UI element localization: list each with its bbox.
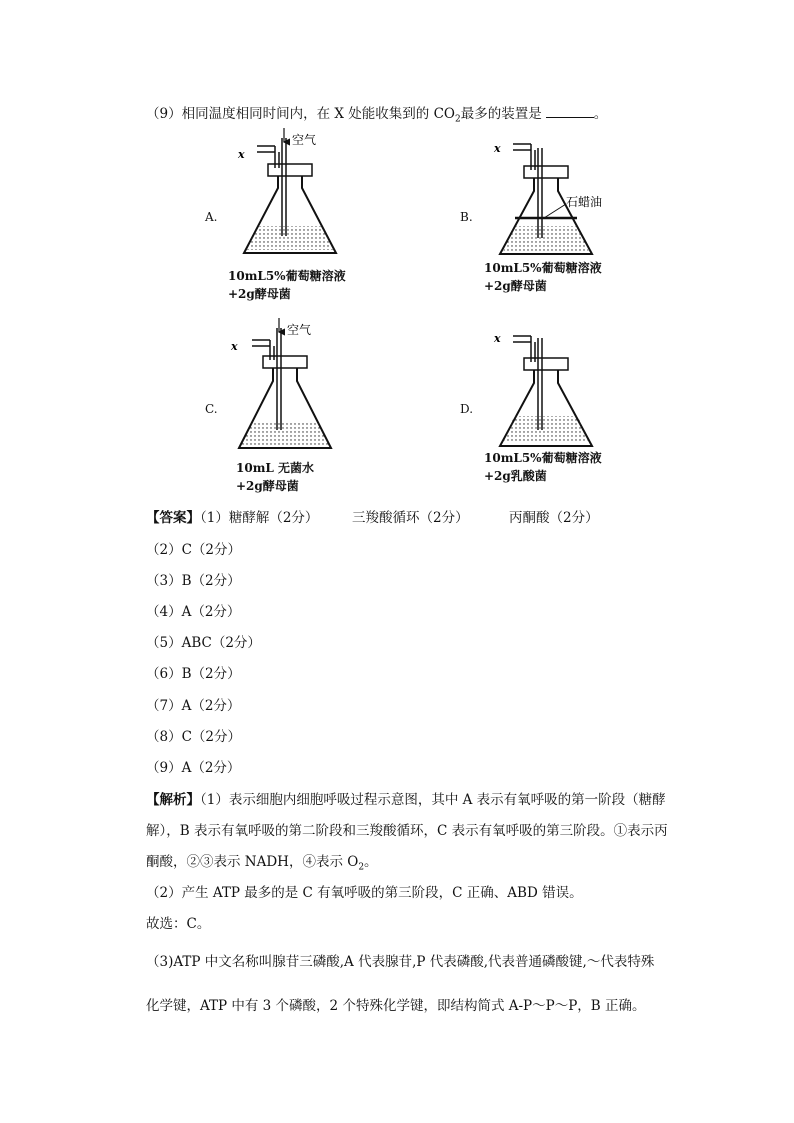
- flask-c-caption: [236, 459, 314, 495]
- x-label-d: x: [494, 332, 501, 345]
- analysis-text-3a: 酮酸，②③表示 NADH，④表示 O: [146, 854, 359, 870]
- x-label-a: x: [238, 148, 245, 161]
- answer-2: （2）C（2分）: [146, 542, 242, 558]
- flask-d-caption-line1: 10mL5%葡萄糖溶液: [484, 451, 602, 465]
- analysis-line-6: （3)ATP 中文名称叫腺苷三磷酸,A 代表腺苷,P 代表磷酸,代表普通磷酸键,～代表特殊: [146, 954, 655, 970]
- question-prefix: （9）相同温度相同时间内，在 X 处能收集到的 CO: [146, 106, 455, 122]
- analysis-line-2: 解），B 表示有氧呼吸的第二阶段和三羧酸循环，C 表示有氧呼吸的第三阶段。①表示丙: [146, 823, 668, 839]
- flask-d-caption-line2: +2g乳酸菌: [484, 469, 547, 483]
- flask-c-caption-line2: +2g酵母菌: [236, 479, 299, 493]
- answer-line-1: [146, 508, 318, 528]
- answer-1a: （1）糖酵解（2分）: [200, 510, 319, 526]
- option-d-label: D.: [460, 402, 474, 416]
- analysis-line-1: [146, 790, 666, 810]
- answer-heading: 【答案】: [146, 510, 200, 526]
- x-label-b: x: [494, 142, 501, 155]
- flask-c-caption-line1: 10mL 无菌水: [236, 461, 315, 475]
- apparatus-figure: [0, 0, 794, 510]
- answer-7: （7）A（2分）: [146, 698, 241, 714]
- analysis-text-1: （1）表示细胞内细胞呼吸过程示意图，其中 A 表示有氧呼吸的第一阶段（糖酵: [200, 792, 666, 808]
- flask-b-diagram: [486, 136, 636, 261]
- option-a-label: A.: [205, 210, 218, 224]
- answer-1b: 三羧酸循环（2分）: [352, 510, 469, 526]
- analysis-subscript: 2: [358, 862, 365, 873]
- question-subscript: 2: [454, 114, 461, 125]
- analysis-heading: 【解析】: [146, 792, 200, 808]
- x-label-c: x: [231, 340, 238, 353]
- paraffin-oil-label: 石蜡油: [566, 195, 603, 209]
- option-c-label: C.: [205, 402, 218, 416]
- flask-b-caption-line2: +2g酵母菌: [484, 279, 547, 293]
- analysis-line-3: [146, 852, 378, 878]
- analysis-text-3b: 。: [364, 854, 378, 870]
- option-b-label: B.: [460, 210, 473, 224]
- answer-1c: 丙酮酸（2分）: [509, 510, 599, 526]
- flask-a-diagram: [230, 128, 360, 258]
- flask-a-caption-line2: +2g酵母菌: [228, 287, 291, 301]
- analysis-line-7: 化学键，ATP 中有 3 个磷酸，2 个特殊化学键，即结构简式 A-P～P～P，B 正确。: [146, 998, 646, 1014]
- analysis-line-4: （2）产生 ATP 最多的是 C 有氧呼吸的第三阶段，C 正确、ABD 错误。: [146, 885, 583, 901]
- flask-b-caption-line1: 10mL5%葡萄糖溶液: [484, 261, 602, 275]
- answer-5: （5）ABC（2分）: [146, 635, 261, 651]
- flask-a-caption: [228, 267, 346, 303]
- flask-d-diagram: [486, 326, 616, 451]
- answer-6: （6）B（2分）: [146, 666, 241, 682]
- flask-d-caption: [484, 449, 602, 485]
- air-label-a: 空气: [292, 133, 317, 147]
- flask-a-caption-line1: 10mL5%葡萄糖溶液: [228, 269, 346, 283]
- answer-8: （8）C（2分）: [146, 729, 242, 745]
- air-label-c: 空气: [287, 323, 312, 337]
- answer-3: （3）B（2分）: [146, 573, 241, 589]
- flask-c-diagram: [225, 318, 355, 453]
- question-end: 。: [593, 106, 608, 122]
- flask-b-caption: [484, 259, 602, 295]
- answer-4: （4）A（2分）: [146, 604, 241, 620]
- answer-9: （9）A（2分）: [146, 760, 241, 776]
- analysis-line-5: 故选：C。: [146, 916, 211, 932]
- question-suffix: 最多的装置是: [460, 106, 542, 122]
